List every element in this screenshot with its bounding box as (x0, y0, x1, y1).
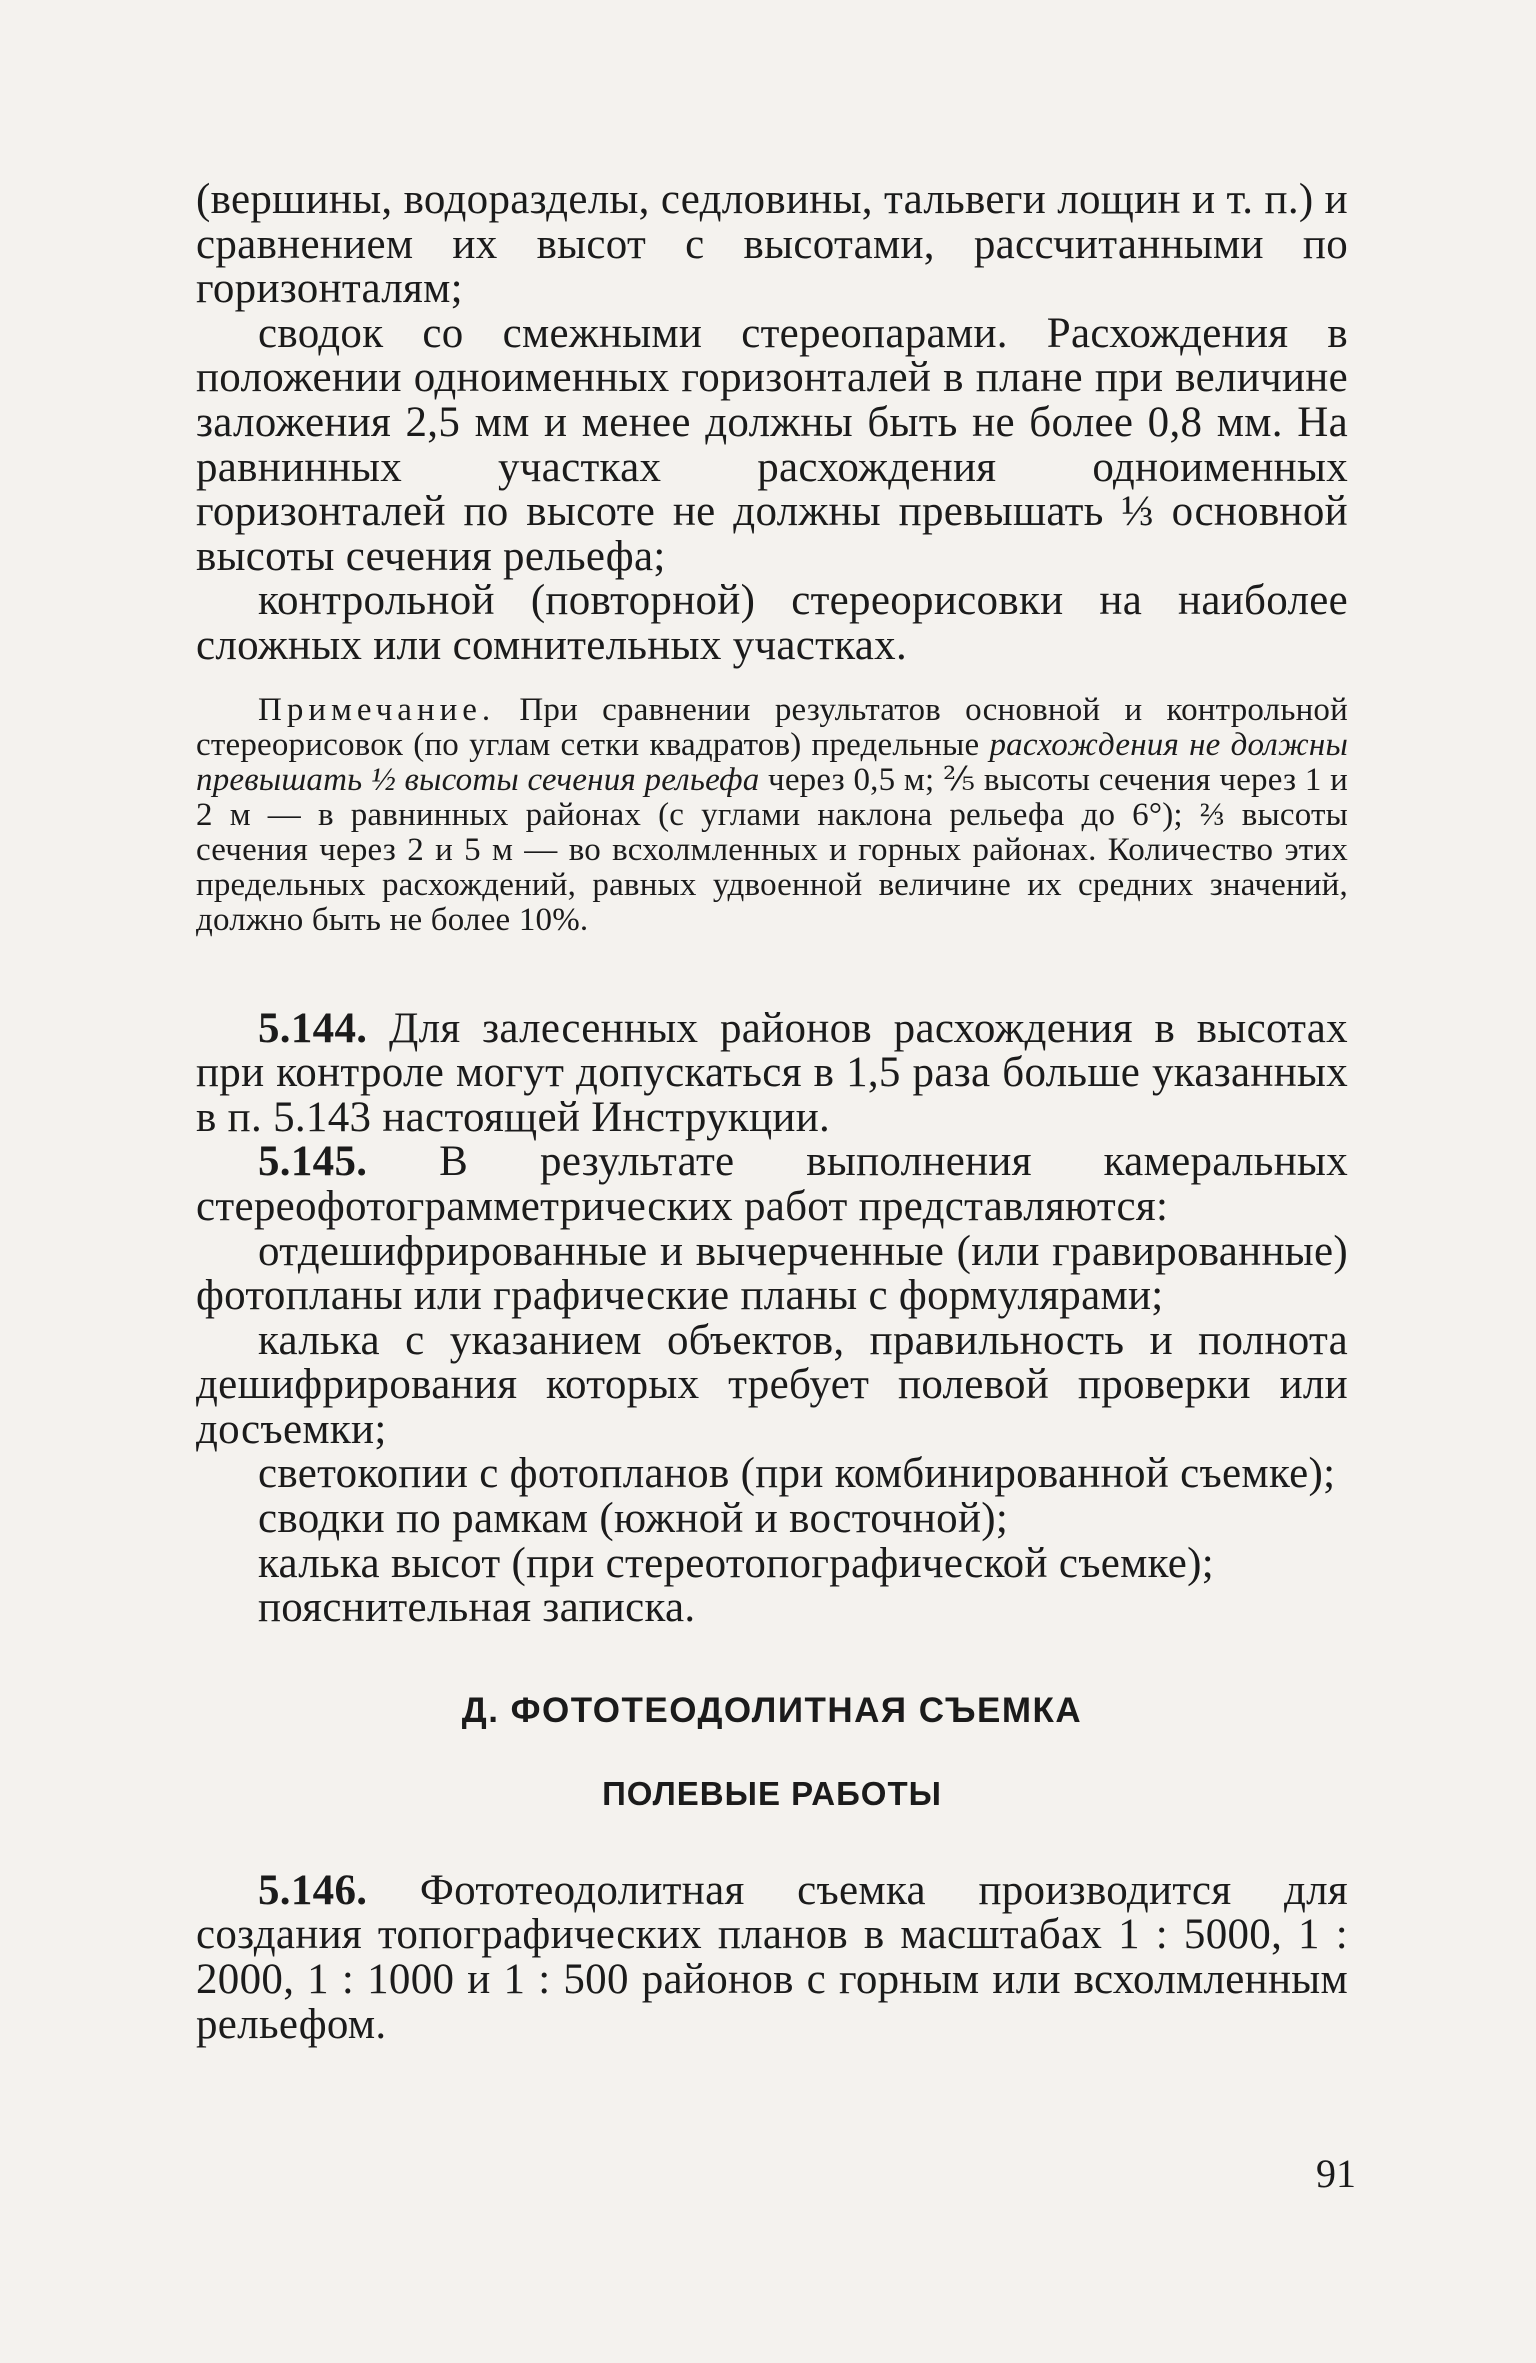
list-item: пояснительная записка. (258, 1584, 696, 1632)
paragraph-5-144 (196, 1004, 1348, 1141)
clause-number-5-145: 5.145. (258, 1138, 368, 1186)
clause-text-5-145: В результате выполнения камеральных стереофотограмметрических работ представляются: (196, 1138, 1348, 1230)
paragraph-5-146 (196, 1866, 1348, 2048)
paragraph-control: контрольной (повторной) стереорисовки на наиболее сложных или сомнительных участках. (196, 577, 1348, 669)
section-subtitle: ПОЛЕВЫЕ РАБОТЫ (602, 1774, 942, 1812)
paragraph-summaries: сводок со смежными стереопарами. Расхождения в положении одноименных горизонталей в плане при величине заложения 2,5 мм и менее должны быть не более 0,8 мм. На равнинных участках расхождения одноименных горизонталей по высоте не должны превышать ⅓ основной высоты сечения рельефа; (196, 309, 1348, 580)
page-number: 91 (1316, 2151, 1356, 2196)
note-label: Примечание. (258, 691, 496, 728)
clause-text-5-144: Для залесенных районов расхождения в высотах при контроле могут допускаться в 1,5 раза больше указанных в п. 5.143 настоящей Инструкции. (196, 1004, 1348, 1141)
note-text-2: через 0,5 м; ⅖ высоты сечения через 1 и 2 м — в равнинных районах (с углами наклона рельефа до 6°); ⅔ высоты сечения через 2 и 5 м — во всхолмленных и горных районах. Количество этих предельных расхождений, равных удвоенной величине их средних значений, должно быть не более 10%. (196, 761, 1348, 938)
list-item: отдешифрированные и вычерченные (или гравированные) фотопланы или графические планы с формулярами; (196, 1227, 1348, 1320)
paragraph-5-145 (196, 1140, 1348, 1229)
note-text-italic: расхождения не должны превышать ½ высоты сечения рельефа (196, 726, 1348, 798)
clause-number-5-144: 5.144. (258, 1004, 368, 1052)
clause-number-5-146: 5.146. (258, 1866, 368, 1914)
list-item: калька с указанием объектов, правильность и полнота дешифрирования которых требует полевой проверки или досъемки; (196, 1316, 1348, 1453)
paragraph-summits: (вершины, водоразделы, седловины, тальвеги лощин и т. п.) и сравнением их высот с высотами, рассчитанными по горизонталям; (196, 176, 1348, 313)
text-column (196, 178, 1348, 2047)
note-block (196, 693, 1348, 938)
clause-text-5-146: Фототеодолитная съемка производится для создания топографических планов в масштабах 1 : 5000, 1 : 2000, 1 : 1000 и 1 : 500 районов с горным или всхолмленным рельефом. (196, 1866, 1348, 2048)
list-item: светокопии с фотопланов (при комбинированной съемке); (258, 1450, 1336, 1498)
list-item: калька высот (при стереотопографической съемке); (258, 1539, 1215, 1587)
note-text-1: При сравнении результатов основной и контрольной стереорисовок (по углам сетки квадратов) предельные (196, 691, 1348, 763)
list-item: сводки по рамкам (южной и восточной); (258, 1495, 1009, 1543)
spacer (196, 971, 1348, 1007)
section-title: Д. ФОТОТЕОДОЛИТНАЯ СЪЕМКА (461, 1690, 1083, 1730)
